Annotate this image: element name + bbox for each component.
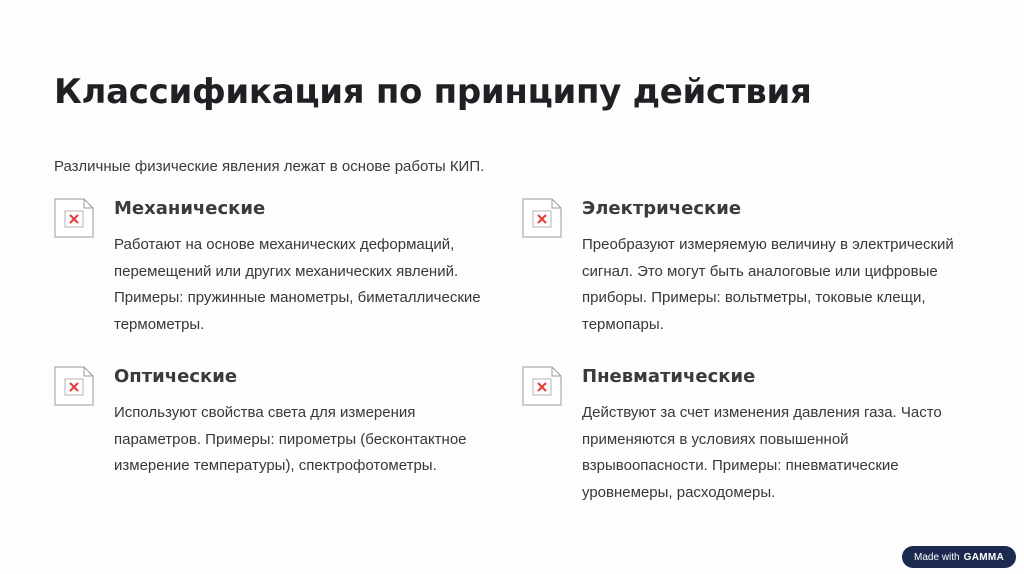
gamma-logo: GAMMA	[963, 551, 1004, 563]
card-heading: Оптические	[114, 366, 238, 387]
broken-image-icon	[522, 366, 562, 406]
page-title: Классификация по принципу действия	[54, 72, 812, 112]
badge-prefix: Made with	[914, 551, 960, 563]
card-body: Используют свойства света для измерения параметров. Примеры: пирометры (бесконтактное измерение температуры), спектрофотометры.	[114, 404, 467, 474]
broken-image-icon	[522, 198, 562, 238]
broken-image-icon	[54, 198, 94, 238]
card-body: Действуют за счет изменения давления газа. Часто применяются в условиях повышенной взрывоопасности. Примеры: пневматические уровнемеры, расходомеры.	[582, 404, 942, 501]
card-body: Преобразуют измеряемую величину в электрический сигнал. Это могут быть аналоговые или цифровые приборы. Примеры: вольтметры, токовые клещи, термопары.	[582, 236, 954, 333]
card-heading: Механические	[114, 198, 266, 219]
card-body: Работают на основе механических деформаций, перемещений или других механических явлений. Примеры: пружинные манометры, биметаллические термометры.	[114, 236, 481, 333]
card-heading: Электрические	[582, 198, 742, 219]
broken-image-icon	[54, 366, 94, 406]
card-heading: Пневматические	[582, 366, 756, 387]
made-with-gamma-badge[interactable]	[902, 546, 1016, 568]
page-subtitle: Различные физические явления лежат в основе работы КИП.	[54, 158, 485, 175]
